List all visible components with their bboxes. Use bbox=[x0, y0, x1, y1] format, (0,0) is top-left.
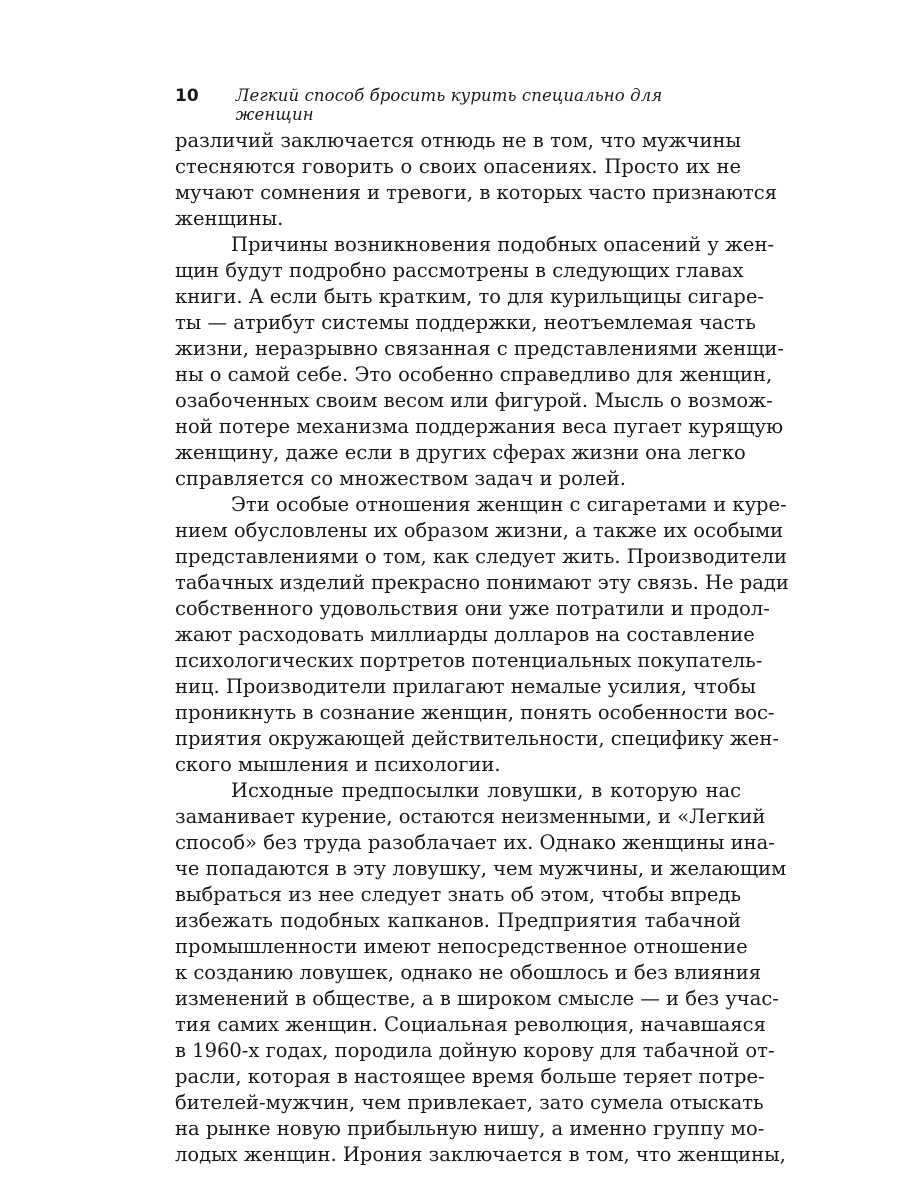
text-line: справляется со множеством задач и ролей. bbox=[175, 467, 627, 490]
text-line: приятия окружающей действительности, специфику жен- bbox=[175, 727, 779, 750]
text-line: табачных изделий прекрасно понимают эту связь. Не ради bbox=[175, 571, 789, 594]
text-line: женщины. bbox=[175, 207, 284, 230]
running-header bbox=[175, 86, 741, 124]
text-line: промышленности имеют непосредственное отношение bbox=[175, 935, 748, 958]
text-line: книги. А если быть кратким, то для курильщицы сигаре- bbox=[175, 285, 765, 308]
text-line: изменений в обществе, а в широком смысле — и без учас- bbox=[175, 987, 779, 1010]
text-line: выбраться из нее следует знать об этом, чтобы впредь bbox=[175, 883, 741, 906]
text-line: Исходные предпосылки ловушки, в которую нас bbox=[231, 779, 741, 802]
text-line: лодых женщин. Ирония заключается в том, что женщины, bbox=[175, 1143, 786, 1166]
text-line: различий заключается отнюдь не в том, что мужчины bbox=[175, 129, 741, 152]
text-line: в 1960-х годах, породила дойную корову для табачной от- bbox=[175, 1039, 775, 1062]
paragraph bbox=[175, 232, 784, 492]
text-line: проникнуть в сознание женщин, понять особенности вос- bbox=[175, 701, 775, 724]
text-line: щин будут подробно рассмотрены в следующих главах bbox=[175, 259, 744, 282]
text-line: на рынке новую прибыльную нишу, а именно группу мо- bbox=[175, 1117, 765, 1140]
text-line: тия самих женщин. Социальная революция, начавшаяся bbox=[175, 1013, 766, 1036]
text-line: жают расходовать миллиарды долларов на составление bbox=[175, 623, 755, 646]
text-line: ной потере механизма поддержания веса пугает курящую bbox=[175, 415, 784, 438]
text-line: Эти особые отношения женщин с сигаретами и куре- bbox=[231, 493, 787, 516]
paragraph bbox=[175, 778, 787, 1168]
text-line: женщину, даже если в других сферах жизни она легко bbox=[175, 441, 746, 464]
text-line: стесняются говорить о своих опасениях. Просто их не bbox=[175, 155, 741, 178]
text-line: озабоченных своим весом или фигурой. Мысль о возмож- bbox=[175, 389, 773, 412]
body-text bbox=[175, 128, 789, 1168]
running-title: Легкий способ бросить курить специально для женщин bbox=[235, 86, 663, 124]
text-line: расли, которая в настоящее время больше теряет потре- bbox=[175, 1065, 765, 1088]
text-line: жизни, неразрывно связанная с представлениями женщи- bbox=[175, 337, 784, 360]
text-line: собственного удовольствия они уже потратили и продол- bbox=[175, 597, 770, 620]
text-line: бителей-мужчин, чем привлекает, зато сумела отыскать bbox=[175, 1091, 764, 1114]
text-line: ниц. Производители прилагают немалые усилия, чтобы bbox=[175, 675, 756, 698]
text-line: че попадаются в эту ловушку, чем мужчины, и желающим bbox=[175, 857, 787, 880]
paragraph bbox=[175, 492, 789, 778]
text-line: ты — атрибут системы поддержки, неотъемлемая часть bbox=[175, 311, 756, 334]
text-line: нием обусловлены их образом жизни, а также их особыми bbox=[175, 519, 784, 542]
text-line: способ» без труда разоблачает их. Однако женщины ина- bbox=[175, 831, 775, 854]
text-line: психологических портретов потенциальных покупатель- bbox=[175, 649, 763, 672]
text-line: заманивает курение, остаются неизменными, и «Легкий bbox=[175, 805, 766, 828]
text-line: ского мышления и психологии. bbox=[175, 753, 501, 776]
text-line: Причины возникновения подобных опасений у жен- bbox=[231, 233, 775, 256]
text-line: к созданию ловушек, однако не обошлось и без влияния bbox=[175, 961, 762, 984]
text-line: мучают сомнения и тревоги, в которых часто признаются bbox=[175, 181, 778, 204]
text-line: представлениями о том, как следует жить. Производители bbox=[175, 545, 788, 568]
text-line: ны о самой себе. Это особенно справедливо для женщин, bbox=[175, 363, 773, 386]
text-line: избежать подобных капканов. Предприятия табачной bbox=[175, 909, 741, 932]
paragraph bbox=[175, 128, 778, 232]
page-number: 10 bbox=[175, 86, 199, 106]
